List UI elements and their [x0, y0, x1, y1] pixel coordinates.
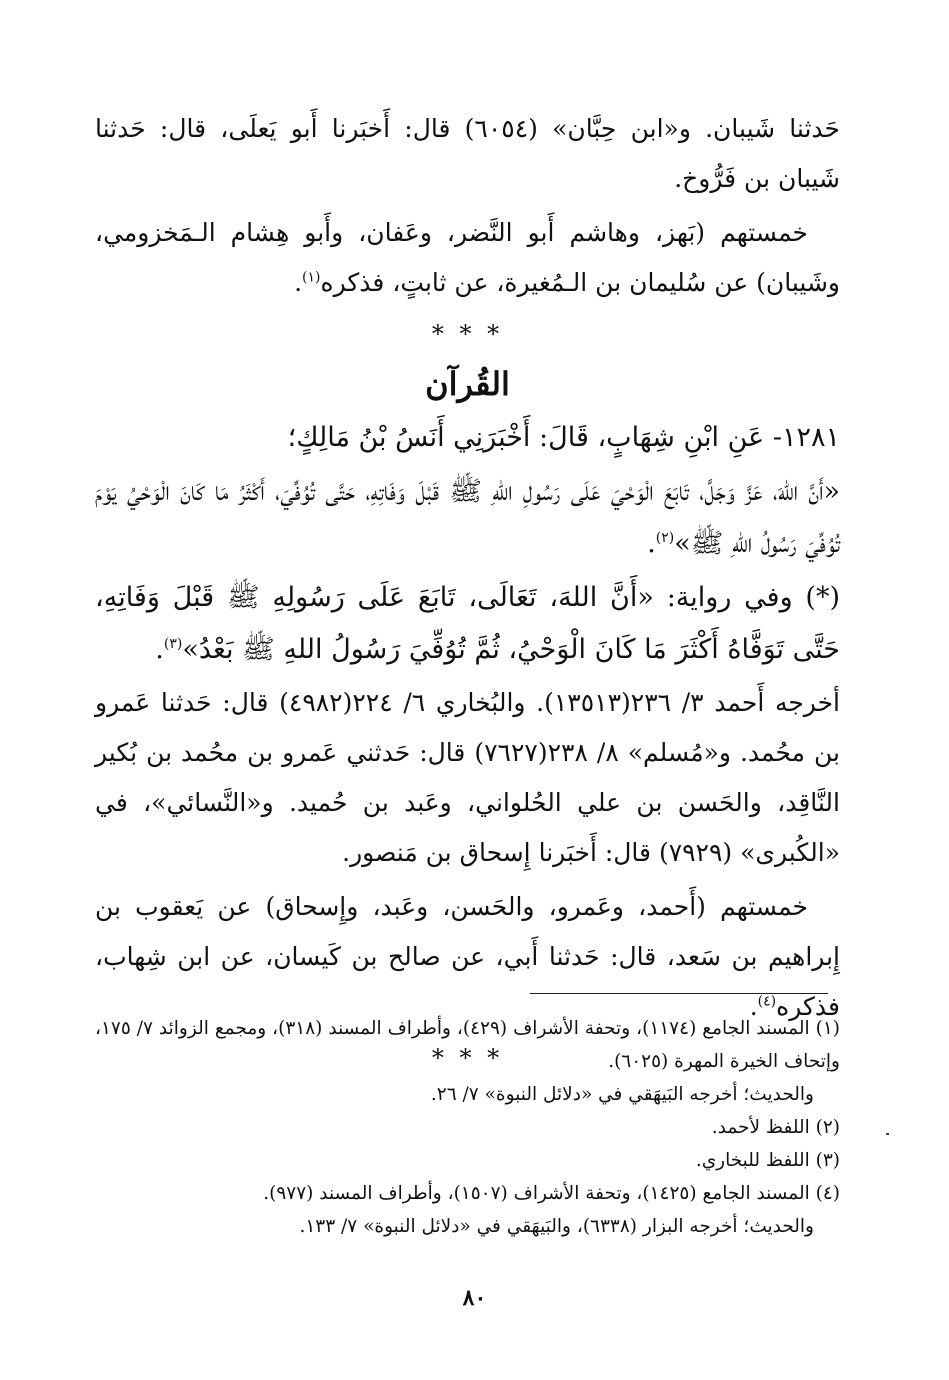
footnote-divider [530, 993, 828, 994]
footnote: والحديث؛ أخرجه البَيهَقي في «دلائل النبوة» ٧/ ٢٦. [430, 1084, 814, 1105]
footnote-ref[interactable]: (٣) [163, 636, 183, 652]
hadith-body: «أَنَّ اللهَ، عَزَّ وَجَلَّ، تَابَعَ الْوَحْيَ عَلَى رَسُولِ اللهِ ﷺ قَبْلَ وَفَاتِهِ، حَتَّى تُوُفِّيَ، أَكْثَرُ مَا كَانَ الْوَحْيُ يَوْمَ تُوُفِّيَ رَسُولُ اللهِ ﷺ» [95, 476, 840, 559]
section-separator: * * * [431, 320, 504, 348]
main-text [95, 104, 840, 1080]
footnote: (٤) المسند الجامع (١٤٢٥)، وتحفة الأشراف (١٥٠٧)، وأطراف المسند (٩٧٧). [263, 1183, 840, 1204]
footnote: (٢) اللفظ لأحمد. [711, 1117, 840, 1138]
hadith-intro: ١٢٨١- عَنِ ابْنِ شِهَابٍ، قَالَ: أَخْبَرَنِي أَنَسُ بْنُ مَالِكٍ؛ [287, 422, 840, 453]
takhrij-paragraph: خمستهم (أَحمد، وعَمرو، والحَسن، وعَبد، وإِسحاق) عن يَعقوب بن إِبراهيم بن سَعد، قال: حَدثنا أَبي، عن صالح بن كَيسان، عن ابن شِهاب، فذكره$^{(٤)}$. [95, 892, 840, 1021]
page-number: ٨٠ [462, 1285, 487, 1311]
section-heading: القُرآن [425, 365, 510, 403]
hadith-variant-body: (*) وفي رواية: «أَنَّ اللهَ، تَعَالَى، تَابَعَ عَلَى رَسُولِهِ ﷺ قَبْلَ وَفَاتِهِ، حَتَّى تَوَفَّاهُ أَكْثَرَ مَا كَانَ الْوَحْيُ، ثُمَّ تُوُفِّيَ رَسُولُ اللهِ ﷺ بَعْدُ» [95, 582, 840, 665]
hadith-variant: (*) وفي رواية: «أَنَّ اللهَ، تَعَالَى، تَابَعَ عَلَى رَسُولِهِ ﷺ قَبْلَ وَفَاتِهِ، حَتَّى تَوَفَّاهُ أَكْثَرَ مَا كَانَ الْوَحْيُ، ثُمَّ تُوُفِّيَ رَسُولُ اللهِ ﷺ بَعْدُ»$^{(٣)}$. [95, 582, 840, 665]
paragraph [95, 104, 840, 204]
footnote-ref[interactable]: (١) [302, 269, 321, 286]
footnote: (١) المسند الجامع (١١٧٤)، وتحفة الأشراف (٤٢٩)، وأطراف المسند (٣١٨)، ومجمع الزوائد ٧/ ١٧٥، وإتحاف الخيرة المهرة (٦٠٢٥). [95, 1018, 840, 1072]
scan-mark [886, 1133, 889, 1135]
paragraph: خمستهم (بَهز، وهاشم أَبو النَّضر، وعَفان، وأَبو هِشام الـمَخزومي، وشَيبان) عن سُليمان بن الـمُغيرة، عن ثابتٍ، فذكره$^{(١)}$. [95, 218, 840, 297]
footnote-ref[interactable]: (٤) [757, 993, 777, 1010]
hadith-text: «أَنَّ اللهَ، عَزَّ وَجَلَّ، تَابَعَ الْوَحْيَ عَلَى رَسُولِ اللهِ ﷺ قَبْلَ وَفَاتِهِ، حَتَّى تُوُفِّيَ، أَكْثَرُ مَا كَانَ الْوَحْيُ يَوْمَ تُوُفِّيَ رَسُولُ اللهِ ﷺ»$^{(٢)}$. [95, 476, 840, 559]
paragraph-text: خمستهم (بَهز، وهاشم أَبو النَّضر، وعَفان، وأَبو هِشام الـمَخزومي، وشَيبان) عن سُليمان بن الـمُغيرة، عن ثابتٍ، فذكره [95, 218, 840, 297]
footnotes [95, 1012, 840, 1243]
footnote: والحديث؛ أخرجه البزار (٦٣٣٨)، والبَيهَقي في «دلائل النبوة» ٧/ ١٣٣. [299, 1216, 814, 1237]
footnote-ref[interactable]: (٢) [655, 530, 675, 546]
paragraph-text: خمستهم (أَحمد، وعَمرو، والحَسن، وعَبد، وإِسحاق) عن يَعقوب بن إِبراهيم بن سَعد، قال: حَدثنا أَبي، عن صالح بن كَيسان، عن ابن شِهاب، فذكره [95, 892, 840, 1021]
paragraph-text: حَدثنا شَيبان. و«ابن حِبَّان» (٦٠٥٤) قال: أَخبَرنا أَبو يَعلَى، قال: حَدثنا شَيبان بن فَرُّوخ. [95, 114, 840, 193]
takhrij-paragraph: أخرجه أَحمد ٣/ ٢٣٦(١٣٥١٣). والبُخاري ٦/ ٢٢٤(٤٩٨٢) قال: حَدثنا عَمرو بن محُمد. و«مُسلم» ٨/ ٢٣٨(٧٦٢٧) قال: حَدثني عَمرو بن محُمد بن بُكير النَّاقِد، والحَسن بن علي الحُلواني، وعَبد بن حُميد. و«النَّسائي»، في «الكُبرى» (٧٩٢٩) قال: أَخبَرنا إِسحاق بن مَنصور. [95, 688, 841, 867]
section-separator: * * * [431, 1044, 504, 1072]
footnote: (٣) اللفظ للبخاري. [695, 1150, 840, 1171]
